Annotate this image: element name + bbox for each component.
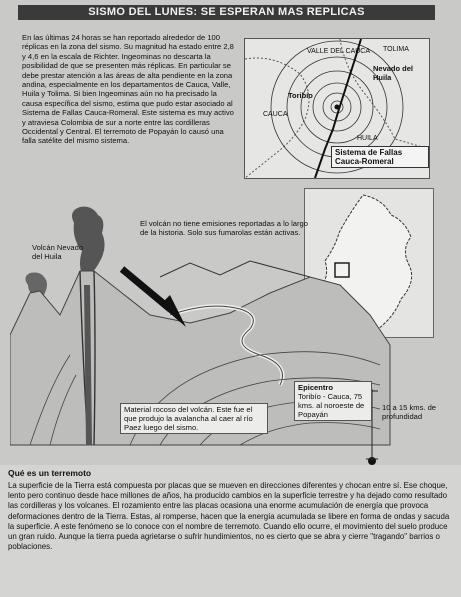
depth-label: 10 a 15 kms. de profundidad — [382, 403, 437, 421]
epicenter-box — [294, 381, 372, 421]
valle-label: VALLE DEL CAUCA — [307, 48, 371, 55]
explainer-heading: Qué es un terremoto — [8, 468, 92, 478]
cauca-label: CAUCA — [263, 111, 288, 118]
tolima-label: TOLIMA — [383, 46, 409, 53]
nevado-label: Nevado del Huila — [373, 64, 414, 82]
intro-paragraph: En las últimas 24 horas se han reportado alrededor de 100 réplicas en la zona del sismo. Su magnitud ha estado entre 2,8 y 4,6 en la escala de Richter. Ingeominas no descarta la posibilidad de que se presenten más réplicas. En particular se debe prestar atención a las áreas de alta pendiente en la zona andina, especialmente en los departamentos de Cauca, Valle, Huila y Tolima. Si bien Ingeominas aún no ha precisado la causa específica del sismo, estima que pudo estar asociado al Sistema de Fallas Cauca-Romeral. Este sistema es muy activo y atraviesa Colombia de sur a norte entre las cordilleras Occidental y Central. El terremoto de Popayán lo causó una falla satélite del mismo sistema. — [22, 33, 234, 146]
toribio-label: Toribío — [288, 91, 313, 100]
region-map — [244, 38, 430, 179]
emissions-note: El volcán no tiene emisiones reportadas a lo largo de la historia. Solo sus fumarolas están activas. — [140, 219, 309, 237]
volcano-illustration — [10, 205, 450, 465]
epicenter-title: Epicentro — [298, 383, 334, 392]
article-title: SISMO DEL LUNES: SE ESPERAN MAS REPLICAS — [18, 5, 435, 20]
earthquake-explainer — [0, 465, 461, 597]
explainer-text: La superficie de la Tierra está compuesta por placas que se mueven en direcciones diferentes y chocan entre sí. Ese choque, lento pero continuo desde hace millones de años, ha producido cambios en la superficie terrestre y ha dejado como resultado las cordilleras y los volcanes. El rozamiento entre las placas ocasiona una enorme acumulación de energía que provoca deformaciones dentro de la Tierra. Estas, al romperse, hacen que la energía acumulada se libere en forma de ondas y sacuda la superficie. A este fenómeno se lo conoce con el nombre de terremoto. Cuando ello ocurre, el movimiento del suelo produce un gran ruido. Aunque la tierra pueda agrietarse o sufrir hundimientos, no es cierto que se abra y cierre "tragando" barrios o poblaciones. — [8, 481, 450, 552]
fault-system-label: Sistema de Fallas Cauca-Romeral — [331, 146, 429, 168]
epicenter-text: Toribío - Cauca, 75 kms. al noroeste de Popayán — [298, 392, 365, 419]
material-note: Material rocoso del volcán. Este fue el que produjo la avalancha al caer al río Paez luego del sismo. — [120, 403, 268, 434]
volcano-label: Volcán Nevado del Huila — [32, 243, 84, 261]
huila-label: HUILA — [357, 135, 378, 142]
